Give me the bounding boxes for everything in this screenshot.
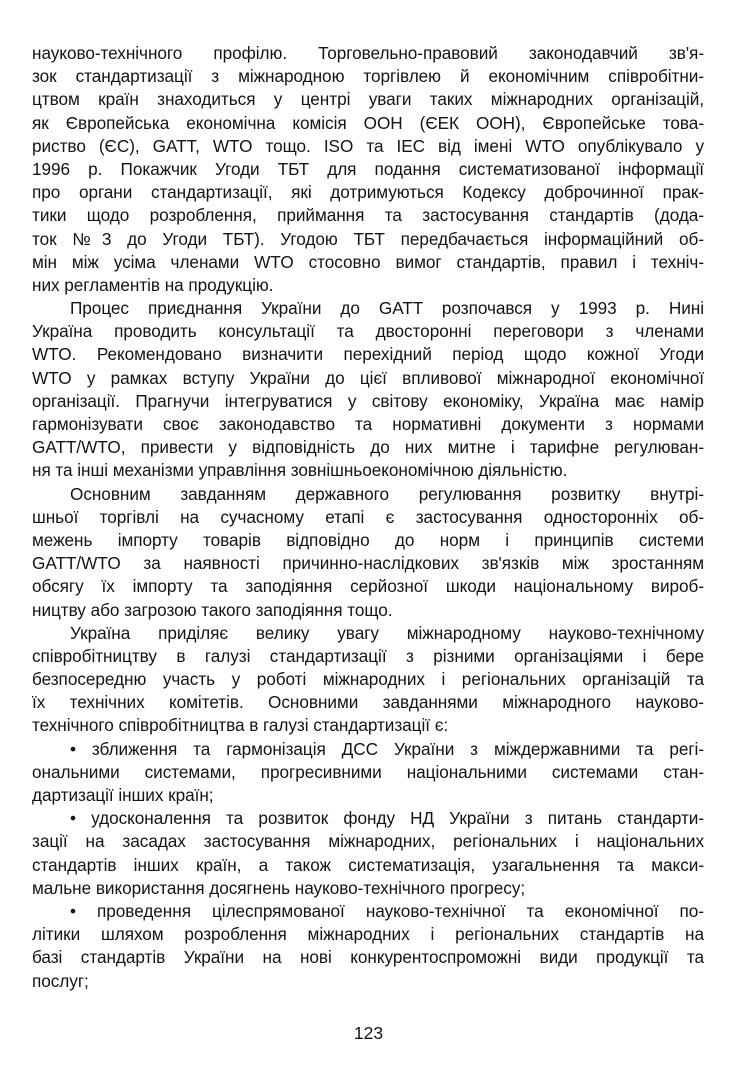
text-line: Основним завданням державного регулювання розвитку внутрі- xyxy=(70,483,704,504)
text-line: Процес приєднання України до GATT розпочався у 1993 р. Нині xyxy=(70,298,704,319)
paragraph xyxy=(32,807,704,900)
text-line: риство (ЄС), GATT, WTO тощо. ISO та IEC від імені WTO опублікувало у xyxy=(32,135,704,156)
body-text xyxy=(32,42,704,993)
text-line: шньої торгівлі на сучасному етапі є застосування односторонніх об- xyxy=(32,506,704,527)
text-line: зок стандартизації з міжнародною торгівлею й економічним співробітни- xyxy=(32,66,704,87)
text-line: їх технічних комітетів. Основними завданнями міжнародного науково- xyxy=(32,692,704,713)
text-line: ництву або загрозою такого заподіяння тощо. xyxy=(32,599,393,620)
text-line: межень імпорту товарів відповідно до норм і принципів системи xyxy=(32,529,704,550)
text-line: 1996 р. Покажчик Угоди ТБТ для подання систематизованої інформації xyxy=(32,158,704,179)
text-line: • зближення та гармонізація ДСС України з міждержавними та регі- xyxy=(70,738,704,759)
text-line: GATT/WTO, привести у відповідність до них митне і тарифне регулюван- xyxy=(32,437,704,458)
paragraph xyxy=(32,42,704,297)
text-line: технічного співробітництва в галузі стандартизації є: xyxy=(32,715,449,736)
paragraph xyxy=(32,622,704,738)
text-line: співробітництву в галузі стандартизації з різними організаціями і бере xyxy=(32,645,704,666)
paragraph xyxy=(32,738,704,808)
text-line: літики шляхом розроблення міжнародних і регіональних стандартів на xyxy=(32,924,704,945)
text-line: мін між усіма членами WTO стосовно вимог стандартів, правил і техніч- xyxy=(32,251,704,272)
text-line: стандартів інших країн, а також систематизація, узагальнення та макси- xyxy=(32,854,704,875)
text-line: обсягу їх імпорту та заподіяння серйозної шкоди національному вироб- xyxy=(32,576,704,597)
text-line: тики щодо розроблення, приймання та застосування стандартів (додa- xyxy=(32,205,704,226)
text-line: GATT/WTO за наявності причинно-наслідкових зв'язків між зростанням xyxy=(32,553,704,574)
text-line: дартизації інших країн; xyxy=(32,785,214,805)
text-line: ток №3 до Угоди ТБТ). Угодою ТБТ передбачається інформаційний об- xyxy=(32,228,704,249)
page-number: 123 xyxy=(353,1023,384,1043)
text-line: них регламентів на продукцію. xyxy=(32,274,274,295)
paragraph xyxy=(32,483,704,622)
text-line: Україна проводить консультації та двосторонні переговори з членами xyxy=(32,321,704,342)
paragraph xyxy=(32,297,704,483)
text-line: ональними системами, прогресивними національними системами стан- xyxy=(32,761,704,782)
text-line: • проведення цілеспрямованої науково-технічної та економічної по- xyxy=(70,900,704,921)
text-line: зації на засадах застосування міжнародних, регіональних і національних xyxy=(32,831,704,852)
text-line: • удосконалення та розвиток фонду НД України з питань стандарти- xyxy=(70,808,704,829)
text-line: як Європейська економічна комісія ООН (ЄЕК ООН), Європейське това- xyxy=(32,112,704,133)
text-line: цтвом країн знаходиться у центрі уваги таких міжнародних організацій, xyxy=(32,89,704,110)
text-line: гармонізувати своє законодавство та нормативні документи з нормами xyxy=(32,414,704,434)
text-line: WTO у рамках вступу України до цієї впливової міжнародної економічної xyxy=(32,367,704,388)
paragraph xyxy=(32,900,704,993)
text-line: Україна приділяє велику увагу міжнародному науково-технічному xyxy=(70,622,704,643)
text-line: організації. Прагнучи інтегруватися у світову економіку, Україна має намір xyxy=(32,390,704,411)
text-line: базі стандартів України на нові конкурентоспроможні види продукції та xyxy=(32,947,704,968)
text-line: про органи стандартизації, які дотримуються Кодексу доброчинної прак- xyxy=(32,182,704,203)
text-line: ня та інші механізми управління зовнішньоекономічною діяльністю. xyxy=(32,460,568,481)
text-line: безпосередню участь у роботі міжнародних і регіональних організацій та xyxy=(32,669,704,690)
text-line: мальне використання досягнень науково-технічного прогресу; xyxy=(32,877,526,898)
text-line: послуг; xyxy=(32,970,89,991)
text-line: науково-технічного профілю. Торговельно-правовий законодавчий зв'я- xyxy=(32,43,704,63)
text-line: WTO. Рекомендовано визначити перехідний період щодо кожної Угоди xyxy=(32,344,704,365)
